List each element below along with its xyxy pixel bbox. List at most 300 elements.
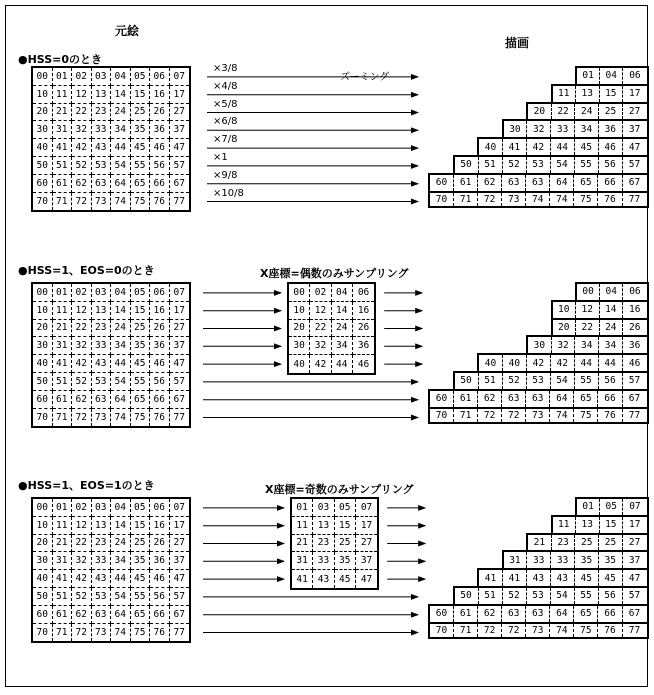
sampled-cell: 30	[289, 337, 310, 355]
grid-cell: 75	[131, 193, 151, 211]
result-cell: 37	[628, 554, 641, 566]
sampled-cell: 02	[310, 284, 331, 302]
sampled-cell: 31	[292, 552, 313, 570]
result-row	[551, 300, 649, 318]
sampled-cell: 21	[292, 535, 313, 553]
result-cell: 24	[575, 104, 599, 120]
result-row	[575, 497, 649, 515]
grid-cell: 42	[72, 355, 92, 373]
grid-cell: 17	[170, 302, 190, 320]
grid-cell: 36	[150, 337, 170, 355]
grid-cell: 70	[33, 624, 53, 642]
result-cell: 67	[628, 393, 641, 405]
grid-cell: 71	[53, 624, 73, 642]
grid-cell: 76	[150, 624, 170, 642]
grid-cell: 61	[53, 391, 73, 409]
result-cell: 17	[629, 519, 641, 531]
grid-cell: 15	[131, 517, 151, 535]
result-row	[502, 119, 649, 137]
result-row	[477, 137, 649, 155]
result-cell: 74	[550, 409, 574, 423]
result-cell: 13	[576, 86, 600, 102]
result-cell: 71	[454, 193, 478, 207]
result-cell: 63	[526, 606, 550, 622]
result-cell: 72	[502, 624, 526, 638]
result-cell: 66	[598, 175, 622, 191]
grid-cell: 66	[150, 606, 170, 624]
grid-cell: 51	[53, 373, 73, 391]
result-cell: 52	[503, 373, 527, 389]
grid-cell: 05	[131, 284, 151, 302]
grid-cell: 16	[150, 86, 170, 104]
sampled-cell: 05	[335, 499, 356, 517]
grid-cell: 43	[92, 139, 112, 157]
grid-cell: 12	[72, 517, 92, 535]
grid-cell: 45	[131, 570, 151, 588]
result-cell: 26	[629, 321, 641, 333]
result-cell: 65	[574, 391, 598, 407]
result-row	[526, 335, 649, 353]
scale-label: ×6/8	[213, 116, 238, 128]
result-cell: 63	[526, 175, 550, 191]
result-cell: 75	[574, 624, 598, 638]
grid-cell: 73	[92, 409, 112, 427]
result-cell: 20	[553, 320, 577, 336]
sampled-cell: 00	[289, 284, 310, 302]
grid-cell: 30	[33, 121, 53, 139]
result-row	[575, 282, 649, 300]
result-cell: 64	[550, 391, 574, 407]
grid-cell: 43	[92, 355, 112, 373]
grid-cell: 73	[92, 193, 112, 211]
result-row	[575, 66, 649, 84]
grid-cell: 50	[33, 157, 53, 175]
grid-cell: 03	[92, 284, 112, 302]
grid-cell: 76	[150, 193, 170, 211]
result-cell: 71	[454, 624, 478, 638]
result-cell: 54	[551, 588, 575, 604]
section-2-title: ●HSS=1、EOS=0のとき	[18, 264, 155, 277]
result-cell: 74	[550, 193, 574, 207]
grid-cell: 64	[111, 391, 131, 409]
grid-cell: 30	[33, 552, 53, 570]
grid-cell: 31	[53, 121, 73, 139]
result-cell: 60	[430, 175, 454, 191]
result-cell: 23	[552, 535, 576, 551]
grid-cell: 47	[170, 570, 190, 588]
grid-cell: 21	[53, 535, 73, 553]
sampled-cell: 10	[289, 302, 310, 320]
result-cell: 24	[600, 320, 624, 336]
sampled-cell: 12	[310, 302, 331, 320]
grid-cell: 24	[111, 104, 131, 122]
result-cell: 67	[628, 608, 641, 620]
result-cell: 55	[575, 588, 599, 604]
result-cell: 63	[502, 175, 526, 191]
result-cell: 66	[598, 391, 622, 407]
grid-cell: 27	[170, 104, 190, 122]
result-cell: 40	[479, 355, 503, 371]
grid-cell: 01	[53, 499, 73, 517]
result-cell: 62	[478, 391, 502, 407]
sampled-cell: 43	[313, 570, 334, 588]
scale-label: ×1	[213, 152, 228, 163]
result-cell: 44	[575, 355, 599, 371]
grid-cell: 26	[150, 104, 170, 122]
result-cell: 75	[574, 193, 598, 207]
grid-cell: 53	[92, 588, 112, 606]
grid-cell: 17	[170, 86, 190, 104]
result-cell: 34	[575, 337, 599, 353]
grid-cell: 16	[150, 517, 170, 535]
result-row	[428, 389, 649, 407]
grid-cell: 54	[111, 157, 131, 175]
result-row	[551, 84, 649, 102]
grid-cell: 20	[33, 535, 53, 553]
grid-cell: 66	[150, 175, 170, 193]
sampled-cell: 07	[356, 499, 377, 517]
result-cell: 73	[526, 409, 550, 423]
grid-cell: 11	[53, 517, 73, 535]
grid-cell: 70	[33, 193, 53, 211]
grid-cell: 13	[92, 302, 112, 320]
grid-cell: 57	[170, 588, 190, 606]
grid-cell: 07	[170, 499, 190, 517]
grid-cell: 40	[33, 139, 53, 157]
grid-cell: 60	[33, 606, 53, 624]
grid-cell: 50	[33, 373, 53, 391]
grid-cell: 04	[111, 499, 131, 517]
result-row	[526, 102, 649, 120]
result-cell: 71	[454, 409, 478, 423]
grid-cell: 77	[173, 195, 185, 207]
grid-cell: 55	[131, 588, 151, 606]
grid-cell: 56	[150, 373, 170, 391]
result-row	[526, 533, 649, 551]
result-cell: 70	[430, 624, 454, 638]
grid-cell: 31	[53, 552, 73, 570]
result-cell: 53	[527, 588, 551, 604]
original-grid	[31, 66, 191, 212]
result-cell: 22	[576, 320, 600, 336]
result-cell: 53	[527, 373, 551, 389]
grid-cell: 60	[33, 175, 53, 193]
sampled-cell: 37	[356, 552, 377, 570]
result-cell: 41	[503, 139, 527, 155]
grid-cell: 35	[131, 121, 151, 139]
result-cell: 33	[551, 552, 575, 568]
grid-cell: 45	[131, 139, 151, 157]
grid-cell: 44	[111, 570, 131, 588]
result-cell: 36	[599, 121, 623, 137]
grid-cell: 06	[150, 499, 170, 517]
result-cell: 77	[628, 624, 641, 636]
result-cell: 56	[599, 588, 623, 604]
sampling-odd-title: X座標=奇数のみサンプリング	[265, 483, 414, 496]
result-cell: 61	[454, 391, 478, 407]
grid-cell: 62	[72, 391, 92, 409]
grid-cell: 00	[33, 68, 53, 86]
grid-cell: 11	[53, 86, 73, 104]
sampled-cell: 32	[310, 337, 331, 355]
result-cell: 11	[553, 86, 577, 102]
grid-cell: 57	[170, 157, 190, 175]
sampled-cell: 15	[335, 517, 356, 535]
sampled-grid	[290, 497, 379, 590]
result-cell: 46	[628, 357, 641, 369]
result-cell: 34	[575, 121, 599, 137]
grid-cell: 55	[131, 157, 151, 175]
result-cell: 25	[575, 535, 599, 551]
grid-cell: 63	[92, 391, 112, 409]
result-row	[477, 353, 649, 371]
result-cell: 31	[504, 552, 528, 568]
grid-cell: 65	[131, 175, 151, 193]
sampled-cell: 04	[332, 284, 353, 302]
section-1-title: ●HSS=0のとき	[18, 53, 103, 66]
grid-cell: 67	[170, 606, 190, 624]
grid-cell: 14	[111, 517, 131, 535]
grid-cell: 63	[92, 175, 112, 193]
grid-cell: 32	[72, 337, 92, 355]
result-cell: 54	[551, 373, 575, 389]
grid-cell: 47	[170, 139, 190, 157]
result-cell: 27	[628, 105, 641, 117]
result-cell: 45	[599, 570, 623, 586]
sampled-cell: 13	[313, 517, 334, 535]
grid-cell: 44	[111, 355, 131, 373]
result-cell: 66	[598, 606, 622, 622]
grid-cell: 75	[131, 624, 151, 642]
result-cell: 11	[553, 517, 577, 533]
grid-cell: 37	[170, 337, 190, 355]
result-cell: 45	[575, 570, 599, 586]
grid-cell: 10	[33, 517, 53, 535]
result-cell: 54	[551, 157, 575, 173]
sampled-cell: 11	[292, 517, 313, 535]
grid-cell: 72	[72, 409, 92, 427]
grid-cell: 07	[170, 68, 190, 86]
grid-cell: 42	[72, 570, 92, 588]
grid-cell: 41	[53, 355, 73, 373]
grid-cell: 22	[72, 104, 92, 122]
sampled-cell: 26	[353, 320, 374, 338]
result-cell: 51	[479, 373, 503, 389]
result-cell: 06	[629, 286, 641, 298]
grid-cell: 44	[111, 139, 131, 157]
grid-cell: 00	[33, 284, 53, 302]
result-cell: 57	[628, 159, 641, 171]
result-cell: 50	[455, 588, 479, 604]
result-cell: 43	[551, 570, 575, 586]
grid-cell: 10	[33, 302, 53, 320]
result-cell: 50	[455, 373, 479, 389]
grid-cell: 55	[131, 373, 151, 391]
result-cell: 22	[552, 104, 576, 120]
result-row	[428, 407, 649, 425]
grid-cell: 41	[53, 570, 73, 588]
result-cell: 30	[528, 337, 552, 353]
grid-cell: 62	[72, 606, 92, 624]
grid-cell: 32	[72, 121, 92, 139]
grid-cell: 24	[111, 535, 131, 553]
result-cell: 32	[552, 337, 576, 353]
result-row	[477, 568, 649, 586]
result-cell: 55	[575, 373, 599, 389]
result-cell: 37	[628, 123, 641, 135]
grid-cell: 36	[150, 552, 170, 570]
result-cell: 44	[599, 355, 623, 371]
scale-label: ×9/8	[213, 169, 238, 181]
result-cell: 05	[600, 499, 623, 515]
header-original: 元絵	[115, 24, 140, 38]
result-cell: 57	[628, 375, 641, 387]
sampled-cell: 22	[310, 320, 331, 338]
sampling-even-title: X座標=偶数のみサンプリング	[260, 267, 409, 280]
sampled-cell: 35	[335, 552, 356, 570]
result-cell: 52	[503, 588, 527, 604]
sampled-cell: 27	[356, 535, 377, 553]
result-cell: 40	[503, 355, 527, 371]
section-3-title: ●HSS=1、EOS=1のとき	[18, 479, 155, 492]
result-cell: 70	[430, 409, 454, 423]
grid-cell: 17	[170, 517, 190, 535]
grid-cell: 52	[72, 373, 92, 391]
scale-label: ×10/8	[213, 187, 244, 199]
result-cell: 73	[502, 193, 526, 207]
grid-cell: 65	[131, 391, 151, 409]
sampled-cell: 42	[310, 355, 331, 373]
result-cell: 01	[577, 68, 600, 84]
grid-cell: 22	[72, 320, 92, 338]
grid-cell: 46	[150, 139, 170, 157]
grid-cell: 71	[53, 409, 73, 427]
result-cell: 51	[479, 588, 503, 604]
grid-cell: 57	[170, 373, 190, 391]
grid-cell: 47	[170, 355, 190, 373]
result-cell: 01	[577, 499, 600, 515]
result-cell: 15	[600, 86, 624, 102]
result-cell: 15	[600, 517, 624, 533]
grid-cell: 53	[92, 373, 112, 391]
grid-cell: 21	[53, 104, 73, 122]
grid-cell: 67	[170, 175, 190, 193]
grid-cell: 31	[53, 337, 73, 355]
grid-cell: 01	[53, 68, 73, 86]
result-row	[428, 191, 649, 209]
grid-cell: 41	[53, 139, 73, 157]
grid-cell: 15	[131, 302, 151, 320]
result-cell: 00	[577, 284, 600, 300]
grid-cell: 04	[111, 68, 131, 86]
grid-cell: 54	[111, 588, 131, 606]
grid-cell: 15	[131, 86, 151, 104]
result-cell: 20	[528, 104, 552, 120]
result-cell: 04	[600, 68, 623, 84]
result-row	[453, 586, 649, 604]
grid-cell: 06	[150, 68, 170, 86]
zooming-caption: ズーミング	[340, 72, 390, 83]
sampled-cell: 14	[332, 302, 353, 320]
grid-cell: 23	[92, 104, 112, 122]
sampled-cell: 34	[332, 337, 353, 355]
grid-cell: 64	[111, 175, 131, 193]
result-cell: 60	[430, 391, 454, 407]
result-cell: 06	[629, 70, 641, 82]
result-cell: 35	[575, 552, 599, 568]
grid-cell: 30	[33, 337, 53, 355]
result-cell: 55	[575, 157, 599, 173]
grid-cell: 01	[53, 284, 73, 302]
result-row	[428, 604, 649, 622]
result-cell: 21	[528, 535, 552, 551]
grid-cell: 26	[150, 320, 170, 338]
grid-cell: 32	[72, 552, 92, 570]
grid-cell: 40	[33, 570, 53, 588]
grid-cell: 03	[92, 68, 112, 86]
grid-cell: 07	[170, 284, 190, 302]
grid-cell: 36	[150, 121, 170, 139]
grid-cell: 72	[72, 624, 92, 642]
sampled-cell: 25	[335, 535, 356, 553]
result-cell: 45	[575, 139, 599, 155]
grid-cell: 52	[72, 588, 92, 606]
result-row	[428, 622, 649, 640]
result-cell: 13	[576, 517, 600, 533]
result-cell: 62	[478, 606, 502, 622]
original-grid	[31, 282, 191, 428]
result-cell: 72	[478, 193, 502, 207]
grid-cell: 11	[53, 302, 73, 320]
grid-cell: 03	[92, 499, 112, 517]
result-row	[551, 318, 649, 336]
result-cell: 47	[628, 141, 641, 153]
result-cell: 64	[550, 175, 574, 191]
grid-cell: 20	[33, 320, 53, 338]
sampled-cell: 36	[353, 337, 374, 355]
grid-cell: 33	[92, 552, 112, 570]
grid-cell: 46	[150, 570, 170, 588]
grid-cell: 05	[131, 499, 151, 517]
sampled-cell: 33	[313, 552, 334, 570]
grid-cell: 00	[33, 499, 53, 517]
original-grid	[31, 497, 191, 643]
result-row	[551, 515, 649, 533]
result-cell: 60	[430, 606, 454, 622]
result-cell: 33	[551, 121, 575, 137]
grid-cell: 71	[53, 193, 73, 211]
result-cell: 35	[599, 552, 623, 568]
sampled-grid	[287, 282, 376, 375]
grid-cell: 73	[92, 624, 112, 642]
grid-cell: 66	[150, 391, 170, 409]
grid-cell: 70	[33, 409, 53, 427]
sampled-cell: 24	[332, 320, 353, 338]
grid-cell: 67	[170, 391, 190, 409]
result-cell: 51	[479, 157, 503, 173]
grid-cell: 74	[111, 193, 131, 211]
grid-cell: 24	[111, 320, 131, 338]
result-cell: 53	[527, 157, 551, 173]
grid-cell: 25	[131, 535, 151, 553]
result-cell: 77	[628, 409, 641, 421]
scale-label: ×4/8	[213, 80, 238, 92]
result-cell: 76	[598, 624, 622, 638]
result-cell: 34	[599, 337, 623, 353]
grid-cell: 51	[53, 588, 73, 606]
grid-cell: 77	[173, 626, 185, 638]
result-cell: 65	[574, 175, 598, 191]
